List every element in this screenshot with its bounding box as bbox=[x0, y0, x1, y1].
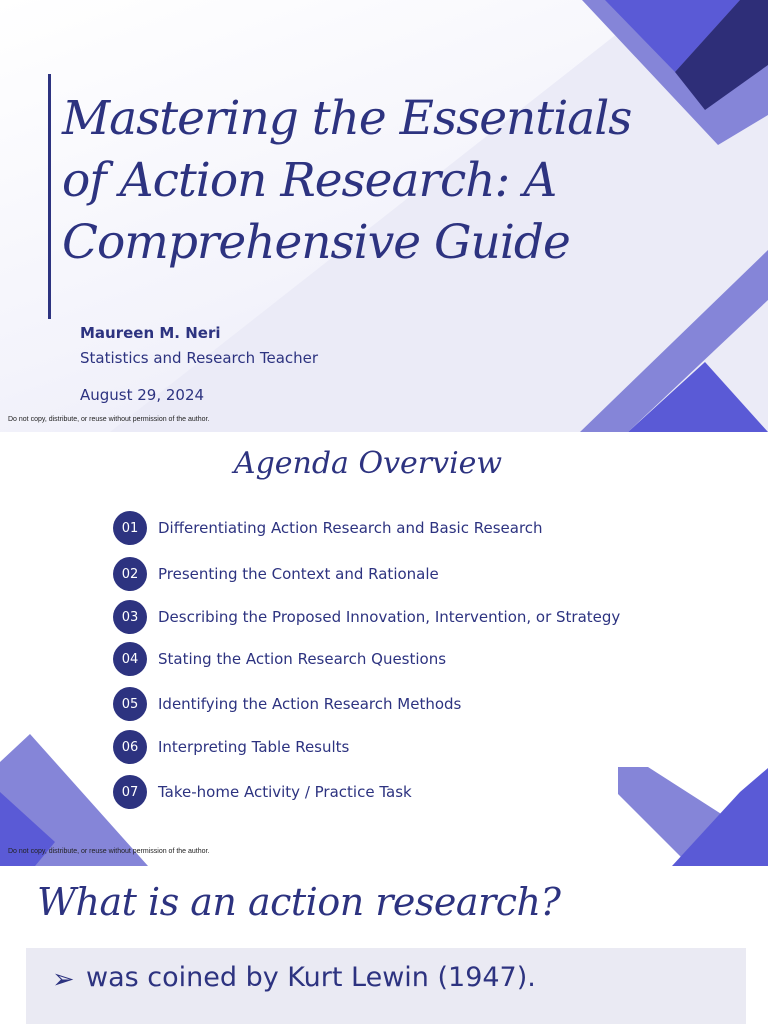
agenda-item-text: Describing the Proposed Innovation, Intervention, or Strategy bbox=[158, 608, 621, 626]
agenda-item bbox=[113, 642, 446, 676]
title-slide bbox=[0, 0, 768, 432]
agenda-item-text: Presenting the Context and Rationale bbox=[158, 565, 439, 583]
agenda-item-text: Differentiating Action Research and Basic Research bbox=[158, 519, 543, 537]
agenda-number-badge: 02 bbox=[113, 557, 147, 591]
arrow-bullet-icon: ➢ bbox=[52, 964, 75, 995]
agenda-item bbox=[113, 687, 461, 721]
author-role: Statistics and Research Teacher bbox=[80, 349, 319, 367]
agenda-item-text: Identifying the Action Research Methods bbox=[158, 695, 462, 713]
agenda-item bbox=[113, 775, 412, 809]
agenda-number-badge: 06 bbox=[113, 730, 147, 764]
agenda-number-badge: 04 bbox=[113, 642, 147, 676]
agenda-number-badge: 03 bbox=[113, 600, 147, 634]
agenda-item-text: Interpreting Table Results bbox=[158, 738, 350, 756]
agenda-item bbox=[113, 600, 620, 634]
agenda-slide bbox=[0, 432, 768, 866]
author-name: Maureen M. Neri bbox=[80, 324, 221, 342]
definition-text: was coined by Kurt Lewin (1947). bbox=[86, 962, 536, 993]
agenda-item bbox=[113, 557, 439, 591]
presentation-date: August 29, 2024 bbox=[80, 386, 205, 404]
title-accent-bar bbox=[48, 74, 51, 319]
agenda-item bbox=[113, 730, 349, 764]
agenda-item bbox=[113, 511, 543, 545]
slide-title: Mastering the Essentials of Action Research: A Comprehensive Guide bbox=[62, 91, 632, 270]
agenda-title: Agenda Overview bbox=[233, 446, 503, 481]
agenda-item-text: Stating the Action Research Questions bbox=[158, 650, 447, 668]
definition-slide bbox=[0, 866, 768, 1024]
copyright-disclaimer: Do not copy, distribute, or reuse without permission of the author. bbox=[8, 848, 210, 855]
agenda-number-badge: 07 bbox=[113, 775, 147, 809]
agenda-item-text: Take-home Activity / Practice Task bbox=[158, 783, 412, 801]
agenda-number-badge: 01 bbox=[113, 511, 147, 545]
copyright-disclaimer: Do not copy, distribute, or reuse without permission of the author. bbox=[8, 416, 210, 423]
definition-title: What is an action research? bbox=[37, 880, 561, 924]
agenda-number-badge: 05 bbox=[113, 687, 147, 721]
